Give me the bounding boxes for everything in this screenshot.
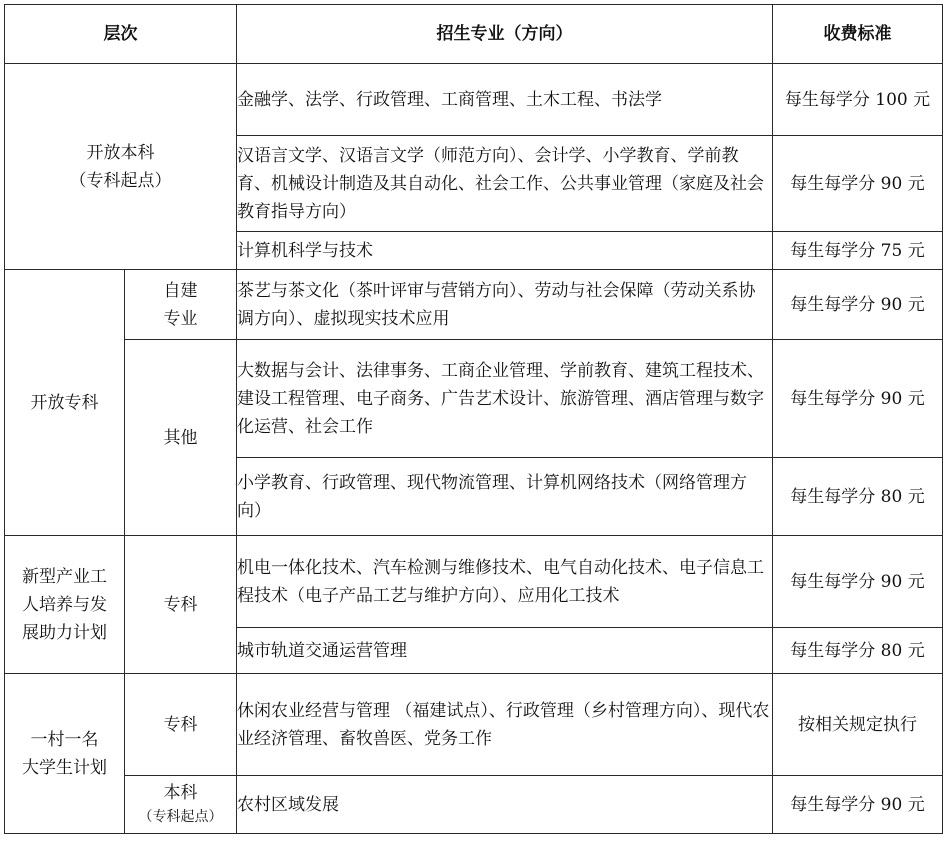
fee-cell: 每生每学分 75 元 (773, 232, 943, 270)
level-label-line: （专科起点） (69, 170, 172, 191)
sublevel-cell (125, 270, 237, 340)
sublevel-cell (125, 340, 237, 536)
fee-cell: 每生每学分 100 元 (773, 64, 943, 136)
major-cell: 城市轨道交通运营管理 (237, 628, 773, 674)
sublevel-label-line: 其他 (163, 427, 198, 448)
table-row (5, 776, 943, 834)
sublevel-label-line: （专科起点） (138, 808, 223, 825)
fee-cell: 每生每学分 90 元 (773, 340, 943, 458)
sublevel-label-line: 自建 (163, 280, 198, 301)
table-row (5, 536, 943, 628)
level-cell-new-industry-workers (5, 536, 125, 674)
major-cell: 机电一体化技术、汽车检测与维修技术、电气自动化技术、电子信息工程技术（电子产品工艺与维护方向）、应用化工技术 (237, 536, 773, 628)
major-cell: 金融学、法学、行政管理、工商管理、土木工程、书法学 (237, 64, 773, 136)
table-header-row (5, 5, 943, 64)
major-cell: 计算机科学与技术 (237, 232, 773, 270)
sublevel-label-line: 专科 (163, 714, 198, 735)
level-label-line: 一村一名 (30, 729, 99, 750)
table-row (5, 270, 943, 340)
sublevel-label-line: 专科 (163, 594, 198, 615)
header-major: 招生专业（方向） (237, 5, 773, 64)
major-cell: 大数据与会计、法律事务、工商企业管理、学前教育、建筑工程技术、建设工程管理、电子商务、广告艺术设计、旅游管理、酒店管理与数字化运营、社会工作 (237, 340, 773, 458)
major-cell: 农村区域发展 (237, 776, 773, 834)
sublevel-label-line: 本科 (163, 782, 198, 803)
level-label-line: 展助力计划 (22, 622, 107, 643)
level-cell-open-college (5, 270, 125, 536)
level-label-line: 开放专科 (30, 392, 99, 413)
fee-cell: 每生每学分 90 元 (773, 136, 943, 232)
level-label-line: 大学生计划 (22, 757, 107, 778)
major-cell: 小学教育、行政管理、现代物流管理、计算机网络技术（网络管理方向） (237, 458, 773, 536)
sublevel-cell (125, 536, 237, 674)
major-cell: 汉语言文学、汉语言文学（师范方向）、会计学、小学教育、学前教育、机械设计制造及其自动化、社会工作、公共事业管理（家庭及社会教育指导方向） (237, 136, 773, 232)
enrollment-fee-table (4, 4, 943, 834)
header-level: 层次 (5, 5, 237, 64)
level-label-line: 开放本科 (86, 142, 155, 163)
fee-cell: 每生每学分 90 元 (773, 270, 943, 340)
sublevel-cell (125, 674, 237, 776)
fee-cell: 每生每学分 90 元 (773, 776, 943, 834)
fee-cell: 每生每学分 80 元 (773, 628, 943, 674)
level-label-line: 新型产业工 (22, 566, 107, 587)
fee-table-container (4, 4, 943, 834)
level-cell-open-undergrad (5, 64, 237, 270)
sublevel-cell (125, 776, 237, 834)
table-row (5, 340, 943, 458)
table-row (5, 674, 943, 776)
table-row (5, 64, 943, 136)
level-cell-one-village-one-student (5, 674, 125, 834)
header-fee: 收费标准 (773, 5, 943, 64)
fee-cell: 每生每学分 80 元 (773, 458, 943, 536)
major-cell: 茶艺与茶文化（茶叶评审与营销方向）、劳动与社会保障（劳动关系协调方向）、虚拟现实技术应用 (237, 270, 773, 340)
fee-cell: 每生每学分 90 元 (773, 536, 943, 628)
major-cell: 休闲农业经营与管理 （福建试点）、行政管理（乡村管理方向）、现代农业经济管理、畜牧兽医、党务工作 (237, 674, 773, 776)
fee-cell: 按相关规定执行 (773, 674, 943, 776)
sublevel-label-line: 专业 (163, 308, 198, 329)
level-label-line: 人培养与发 (22, 594, 107, 615)
